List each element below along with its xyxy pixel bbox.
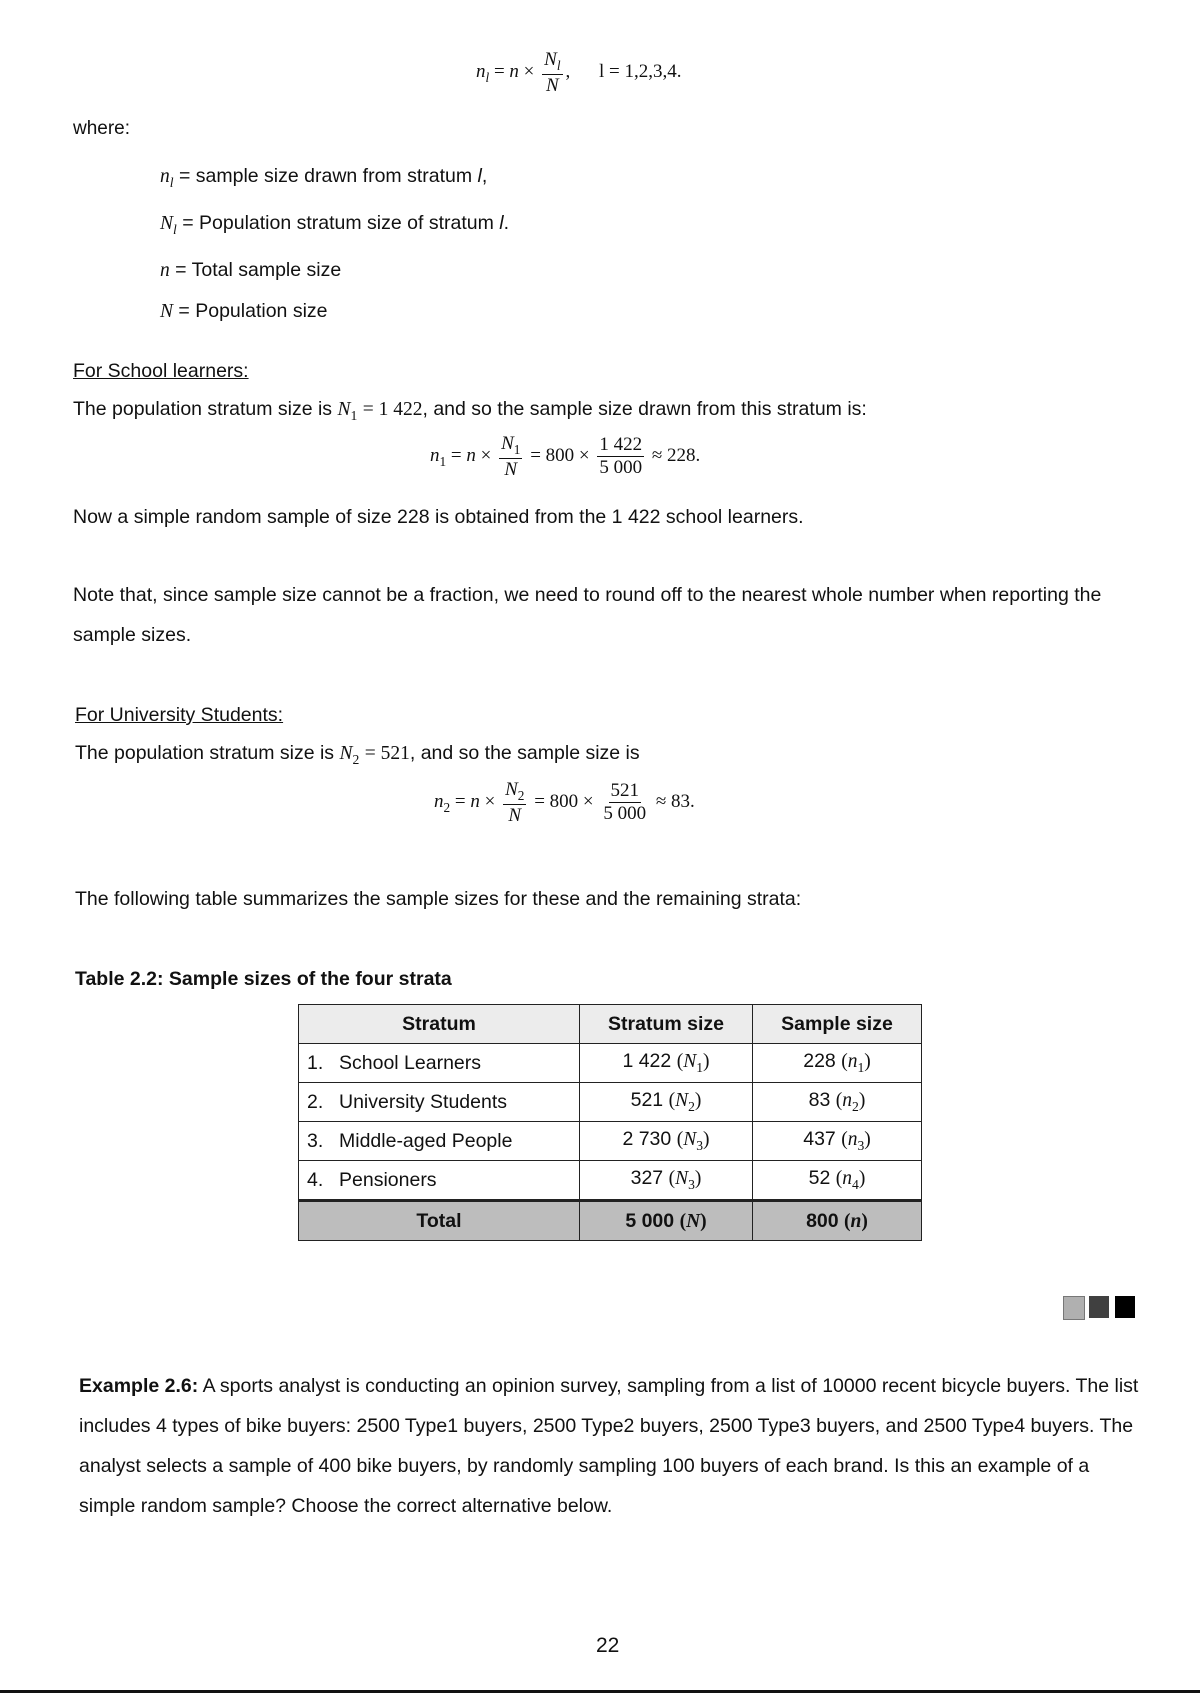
table-row: 2. University Students 521 $(N_2)$ 83 $(n_2)$	[299, 1083, 922, 1122]
table-header-row	[299, 1005, 922, 1044]
table-caption: Table 2.2: Sample sizes of the four strata	[75, 968, 452, 990]
stratum-label: University Students	[333, 1083, 580, 1122]
stratum-size-cell: 327 $(N_3)$	[580, 1161, 753, 1201]
header-sample-size: Sample size	[753, 1005, 922, 1044]
sample-size-cell: 83 $(n_2)$	[753, 1083, 922, 1122]
university-result: ≈ 83.	[655, 791, 695, 813]
end-marker-black-square	[1115, 1296, 1135, 1318]
footer-rule	[0, 1690, 1200, 1693]
school-result: ≈ 228.	[651, 445, 701, 467]
where-label: where:	[73, 118, 131, 139]
university-fraction-num: 521	[610, 780, 639, 802]
table-row: 4. Pensioners 327 $(N_3)$ 52 $(n_4)$	[299, 1161, 922, 1201]
stratum-size-cell: 1 422 $(N_1)$	[580, 1044, 753, 1083]
fraction-denominator: N	[545, 74, 559, 96]
table-row: 1. School Learners 1 422 $(N_1)$ 228 $(n_1)$	[299, 1044, 922, 1083]
total-stratum-size: 5 000 (N)	[580, 1201, 753, 1241]
sample-size-cell: 437 $(n_3)$	[753, 1122, 922, 1161]
formula-lhs-sub: l	[485, 70, 490, 85]
total-sample-size: 800 (n)	[753, 1201, 922, 1241]
stratum-label: School Learners	[333, 1044, 580, 1083]
sample-size-cell: 228 $(n_1)$	[753, 1044, 922, 1083]
summary-sentence: The following table summarizes the sample sizes for these and the remaining strata:	[75, 888, 802, 910]
school-intro: The population stratum size is $N_1 = 1$ 422, and so the sample size drawn from this stratum is:	[73, 398, 867, 423]
end-marker-dark-square	[1089, 1296, 1109, 1318]
stratum-label: Pensioners	[333, 1161, 580, 1201]
allocation-formula: $n_l = n$ × $\frac{N_l}{N}$ , l = 1,2,3,4.	[476, 49, 682, 96]
example-paragraph	[79, 1366, 1142, 1526]
rounding-note: Note that, since sample size cannot be a fraction, we need to round off to the nearest whole number when reporting the sample sizes.	[73, 584, 1102, 646]
fraction-numerator-sub: l	[556, 57, 561, 73]
school-formula: $n_1 = n$ × $\frac{N_1}{N}$ = 800 × $\frac{1 422}{5 000}$ ≈ 228.	[430, 433, 701, 480]
example-text: A sports analyst is conducting an opinion survey, sampling from a list of 10000 recent bicycle buyers. The list includes 4 types of bike buyers: 2500 Type1 buyers, 2500 Type2 buyers, 2500 Type3 buyers, and 2500 Type4 buyers. The analyst selects a sample of 400 bike buyers, by randomly sampling 100 buyers of each brand. Is this an example of a simple random sample? Choose the correct alternative below.	[79, 1375, 1139, 1517]
total-label: Total	[299, 1201, 580, 1241]
school-fraction-den: 5 000	[599, 457, 643, 479]
university-formula: $n_2 = n$ × $\frac{N_2}{N}$ = 800 × $\frac{521}{5 000}$ ≈ 83.	[434, 779, 695, 826]
definition-list	[160, 156, 509, 332]
table-total-row	[299, 1201, 922, 1241]
stratum-size-cell: 2 730 $(N_3)$	[580, 1122, 753, 1161]
definition-item: n = Total sample size	[160, 258, 342, 281]
school-fraction-num: 1 422	[599, 434, 643, 456]
table-row: 3. Middle-aged People 2 730 $(N_3)$ 437 $(n_3)$	[299, 1122, 922, 1161]
sample-size-cell: 52 $(n_4)$	[753, 1161, 922, 1201]
definition-item: N = Population size	[160, 299, 328, 322]
header-stratum: Stratum	[299, 1005, 580, 1044]
example-label: Example 2.6:	[79, 1375, 199, 1397]
university-intro: The population stratum size is $N_2 = 521$, and so the sample size is	[75, 742, 640, 767]
formula-fraction	[542, 50, 562, 96]
strata-table	[298, 1004, 922, 1241]
university-heading: For University Students:	[75, 704, 284, 726]
formula-n: n	[509, 61, 519, 83]
formula-lhs: n	[476, 61, 486, 83]
university-fraction-den: 5 000	[603, 803, 647, 825]
formula-index-range: l = 1,2,3,4.	[599, 61, 682, 83]
fraction-numerator: N	[544, 49, 557, 70]
school-heading: For School learners:	[73, 360, 249, 382]
stratum-size-cell: 521 $(N_2)$	[580, 1083, 753, 1122]
header-stratum-size: Stratum size	[580, 1005, 753, 1044]
page-number: 22	[596, 1634, 620, 1657]
definition-item: $N_l$ = Population stratum size of stratum l.	[160, 211, 510, 237]
definition-item: $n_l$ = sample size drawn from stratum l,	[160, 165, 488, 190]
stratum-label: Middle-aged People	[333, 1122, 580, 1161]
end-marker-light-square	[1063, 1296, 1085, 1320]
school-conclusion: Now a simple random sample of size 228 is obtained from the 1 422 school learners.	[73, 506, 804, 528]
